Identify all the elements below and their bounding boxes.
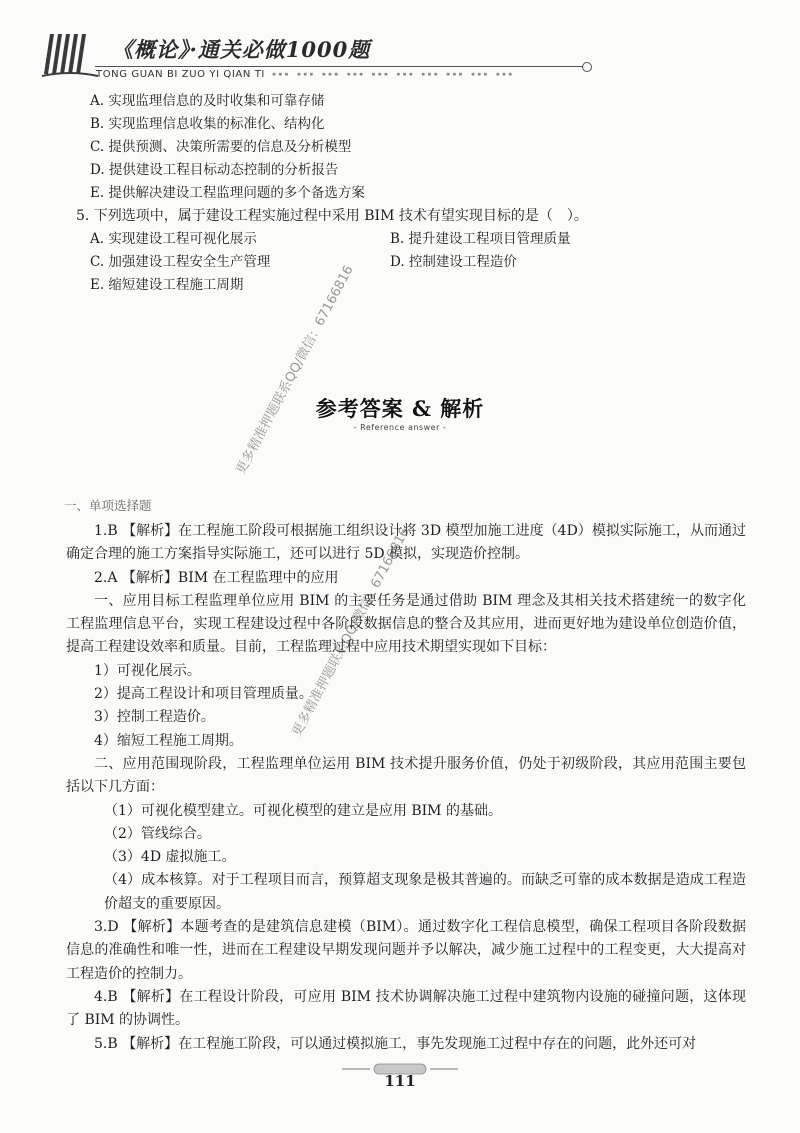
q5-options — [90, 228, 610, 297]
answer-2-goal-2: 2）提高工程设计和项目管理质量。 — [94, 686, 313, 703]
answer-section-title: 参考答案 & 解析 — [315, 396, 485, 421]
book-title: 《概论》·通关必做1000题 — [112, 37, 371, 62]
page-header — [0, 0, 800, 90]
answer-2-scope-4: （4）成本核算。对于工程项目而言，预算超支现象是极其普遍的。而缺乏可靠的成本数据是造成工程造价超支的重要原因。 — [104, 872, 746, 912]
q4-option-a: A. 实现监理信息的及时收集和可靠存储 — [90, 93, 325, 109]
answer-2-scope-2: （2）管线综合。 — [104, 825, 211, 842]
answer-2-scope-1: （1）可视化模型建立。可视化模型的建立是应用 BIM 的基础。 — [104, 802, 502, 819]
header-rule — [95, 66, 585, 67]
watermark-2: 更多精准押题联系QQ/微信：67166816 — [289, 525, 413, 739]
q5-option-c: C. 加强建设工程安全生产管理 — [90, 254, 271, 270]
q4-option-e: E. 提供解决建设工程监理问题的多个备选方案 — [90, 185, 365, 201]
answer-3: 3.D 【解析】本题考查的是建筑信息建模（BIM）。通过数字化工程信息模型，确保工程项目各阶段数据信息的准确性和唯一性，进而在工程建设早期发现问题并予以解决，减少施工过程中的工程变更，大大提高对工程造价的控制力。 — [66, 919, 746, 982]
q4-options — [90, 90, 365, 205]
part-heading: 一、单项选择题 — [64, 498, 152, 513]
q5-option-b: B. 提升建设工程项目管理质量 — [390, 231, 571, 247]
answer-1: 1.B 【解析】在工程施工阶段可根据施工组织设计将 3D 模型加施工进度（4D）模拟实际施工，从而通过确定合理的施工方案指导实际施工，还可以进行 5D 模拟，实现造价控制。 — [66, 523, 746, 563]
page-number: 111 — [384, 1072, 416, 1090]
answer-2-goal-1: 1）可视化展示。 — [94, 662, 201, 679]
q5-option-a: A. 实现建设工程可视化展示 — [90, 231, 257, 247]
answer-2-paragraph-2: 二、应用范围现阶段，工程监理单位运用 BIM 技术提升服务价值，仍处于初级阶段，其应用范围主要包括以下几方面： — [66, 755, 746, 796]
header-rule-dot — [582, 62, 592, 72]
answer-2-goal-3: 3）控制工程造价。 — [94, 709, 215, 726]
answer-5: 5.B 【解析】在工程施工阶段，可以通过模拟施工，事先发现施工过程中存在的问题，此外还可对 — [94, 1035, 697, 1052]
watermark-1: 更多精准押题联系QQ/微信：67166816 — [233, 263, 357, 477]
answer-body — [66, 520, 746, 1056]
answer-2-heading: 2.A 【解析】BIM 在工程监理中的应用 — [94, 569, 339, 586]
q4-option-d: D. 提供建设工程目标动态控制的分析报告 — [90, 162, 339, 178]
q5-option-d: D. 控制建设工程造价 — [390, 254, 517, 270]
answer-2-scope-3: （3）4D 虚拟施工。 — [104, 849, 236, 866]
answer-2-paragraph-1: 一、应用目标工程监理单位应用 BIM 的主要任务是通过借助 BIM 理念及其相关技术搭建统一的数字化工程监理信息平台，实现工程建设过程中各阶段数据信息的整合及其应用，进而更好地为建设单位创造价值，提高工程建设效率和质量。目前，工程监理过程中应用技术期望实现如下目标： — [66, 592, 746, 656]
q5-stem: 5. 下列选项中，属于建设工程实施过程中采用 BIM 技术有望实现目标的是（ ）。 — [76, 208, 588, 224]
answer-4: 4.B 【解析】在工程设计阶段，可应用 BIM 技术协调解决施工过程中建筑物内设施的碰撞问题，这体现了 BIM 的协调性。 — [66, 988, 746, 1029]
answer-2-goal-4: 4）缩短工程施工周期。 — [94, 732, 243, 749]
header-decoration: ▪▪▪ ▪▪▪ ▪▪▪ ▪▪▪ ▪▪▪ ▪▪▪ ▪▪▪ ▪▪▪ ▪▪▪ ▪▪▪ — [272, 70, 515, 78]
q4-option-c: C. 提供预测、决策所需要的信息及分析模型 — [90, 139, 352, 155]
book-subtitle-pinyin: TONG GUAN BI ZUO YI QIAN TI — [96, 69, 265, 80]
book-logo-icon — [40, 30, 100, 78]
q5-option-e: E. 缩短建设工程施工周期 — [90, 277, 244, 293]
answer-section-subtitle: - Reference answer - — [353, 423, 447, 432]
q4-option-b: B. 实现监理信息收集的标准化、结构化 — [90, 116, 325, 132]
